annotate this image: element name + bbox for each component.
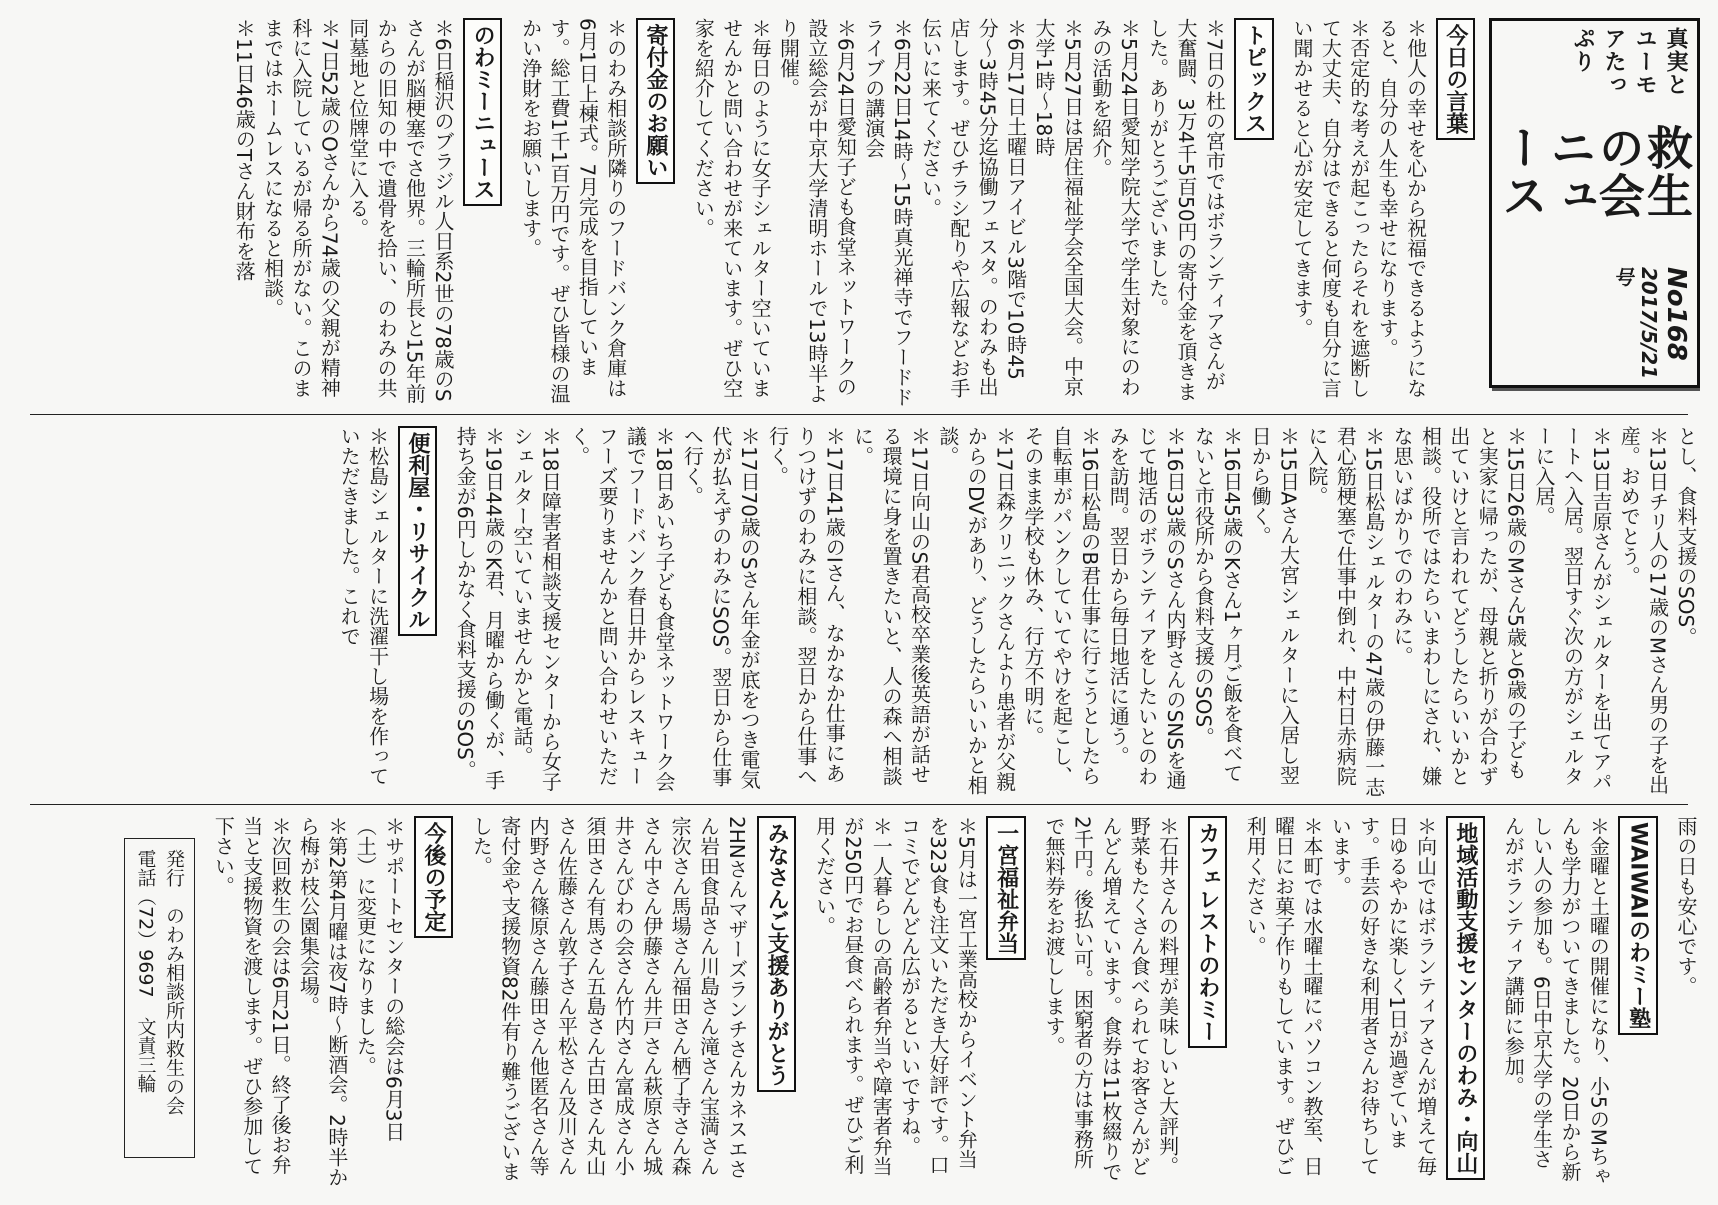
article-line: ＊松島シェルターに洗濯干し場を作っていただきました。これで — [337, 426, 390, 786]
band-middle — [18, 426, 1700, 798]
section-heading: 便利屋・リサイクル — [398, 426, 437, 636]
article-line: ＊16日45歳のKさん1ヶ月ご飯を食べてないと市役所から食料支援のSOS。 — [1191, 426, 1244, 783]
section-heading: カフェレストのわミー — [1188, 816, 1227, 1048]
article-line: ＊他人の幸せを心から祝福できるようになると、自分の人生も幸せになります。 — [1375, 18, 1428, 398]
section-heading: 地域活動支援センターのわみ・向山 — [1446, 816, 1485, 1180]
article-line: ＊5月27日は居住福祉学会全国大会。中京大学1時〜18時 — [1032, 18, 1085, 397]
article-line: ＊17日70歳のSさん年金が底をつき電気代が払えずのわみにSOS。翌日から仕事へ行く。 — [680, 426, 762, 790]
article-line: ＊7日52歳のOさんから74歳の父親が精神科に入院しているが帰る所がない。このままではホームレスになると相談。 — [260, 18, 342, 398]
masthead-tagline: 真実とユーモアたっぷり — [1570, 27, 1688, 96]
band-bottom — [18, 816, 1700, 1188]
section-heading: 今日の言葉 — [1436, 18, 1475, 140]
section-heading: 今後の予定 — [414, 816, 453, 938]
article-line: ＊石井さんの料理が美味しいと大評判。野菜もたくさん食べられてお客さんがどんどん増えています。食券は11枚綴りで2千円。後払い可。困窮者の方は事務所で無料券をお渡しします。 — [1042, 816, 1180, 1182]
article-line: ＊18日障害者相談支援センターから女子シェルター空いていませんかと電話。 — [509, 426, 563, 792]
article-section — [335, 426, 437, 798]
article-section — [451, 426, 1700, 798]
masthead — [1489, 18, 1700, 388]
article-line: ＊6月17日土曜日アイビル3階で10時45分〜3時45分迄協働フェスタ。のわみも出店します。ぜひチラシ配りや広報などお手伝いに来てください。 — [918, 18, 1028, 398]
masthead-date: 2017/5/21号 — [1610, 266, 1661, 379]
article-line: ＊毎日のように女子シェルター空いていませんかと問い合わせが来ています。ぜひ空家を紹介してください。 — [691, 18, 773, 398]
article-line: ＊16日33歳のSさん内野さんのSNSを通じて地活のボランティアをしたいとのわみを訪問。翌日から毎日地活に通う。 — [1106, 426, 1187, 790]
article-line: ＊18日あいち子ども食堂ネットワーク会議でフードバンク春日井からレスキューフーズ要りませんかと問い合わせいただく。 — [566, 426, 676, 792]
band-divider-2 — [30, 804, 1688, 805]
article-line: ＊第2第4月曜は夜7時〜断酒会。2時半から梅が枝公園集会場。 — [296, 816, 349, 1187]
article-line: 雨の日も安心です。 — [1674, 816, 1698, 996]
article-section — [1499, 816, 1658, 1188]
publisher-phone: 電話（72）9697 文責三輪 — [134, 849, 157, 1093]
article-line: ＊17日森クリニックさんより患者が父親からのDVがあり、どうしたらいいかと相談。 — [935, 426, 1017, 795]
article-section — [1288, 18, 1475, 410]
masthead-issue: No168 — [1661, 266, 1691, 361]
article-line: ＊5月は一宮工業高校からイベント弁当を323食も注文いただき大好評です。口コミでどんどん広がるといいですね。 — [897, 816, 979, 1175]
article-line: ＊11日46歳のTさん財布を落 — [232, 18, 257, 282]
article-section — [1241, 816, 1485, 1188]
article-line: ＊15日松島シェルターの47歳の伊藤一志君心筋梗塞で仕事中倒れ、中村日赤病院に入院。 — [1304, 426, 1386, 797]
section-heading: 一宮福祉弁当 — [986, 816, 1025, 960]
article-section — [516, 18, 675, 410]
section-heading: 寄付金のお願い — [636, 18, 675, 184]
article-line: とし、食料支援のSOS。 — [1674, 426, 1698, 648]
article-section — [1672, 816, 1700, 1188]
publisher-box — [124, 838, 195, 1158]
article-line: ＊13日チリ人の17歳のMさん男の子を出産。おめでとう。 — [1617, 426, 1670, 795]
article-line: ＊次回救生の会は6月21日。終了後お弁当と支援物資を渡します。ぜひ参加して下さい。 — [211, 816, 293, 1176]
article-line: ＊17日向山のS君高校卒業後英語が話せる環境に身を置きたいと、人の森へ相談に。 — [850, 426, 932, 786]
article-line: ＊13日吉原さんがシェルターを出てアパートへ入居。翌日すぐ次の方がシェルターに入居。 — [1532, 426, 1613, 792]
article-line: ＊17日41歳のIさん、なかなか仕事にありつけずのわみに相談。翌日から仕事へ行く。 — [765, 426, 847, 786]
article-line: ＊金曜と土曜の開催になり、小5のMちゃんも学力がついてきました。20日から新しい人の参加も。6日中京大学の学生さんがボランティア講師に参加。 — [1501, 816, 1611, 1186]
band-divider-1 — [30, 414, 1688, 415]
article-line: ＊向山ではボランティアさんが増えて毎日ゆるやかに楽しく1日が過ぎています。手芸の好きな利用者さんお待ちしています。 — [1328, 816, 1438, 1176]
article-section — [689, 18, 1274, 410]
article-line: ＊のわみ相談所隣りのフードバンク倉庫は6月1日上棟式。7月完成を目指しています。総工費1千1百万円です。ぜひ皆様の温かい浄財をお願いします。 — [518, 18, 628, 404]
section-heading: みなさんご支援ありがとう — [757, 816, 796, 1092]
publisher-publisher: 発行 のわみ相談所内救生の会 — [162, 849, 185, 1115]
masthead-title: 救生の会ニュース — [1495, 123, 1694, 220]
section-heading: トピックス — [1234, 18, 1273, 140]
article-line: ＊5月24日愛知学院大学で学生対象にのわみの活動を紹介。 — [1088, 18, 1142, 397]
article-line: ＊否定的な考えが起こったらそれを遮断して大丈夫、自分はできると何度も自分に言い聞かせると心が安定してきます。 — [1290, 18, 1371, 398]
section-heading: WAIWAIのわミー塾 — [1618, 816, 1657, 1035]
article-line: ＊16日松島のB君仕事に行こうとしたら自転車がパンクしていてやけを起こし、そのまま学校も休み、行方不明に。 — [1021, 426, 1102, 786]
band-top — [18, 18, 1700, 410]
article-section — [209, 816, 453, 1188]
article-section — [230, 18, 502, 410]
article-line: ＊6月22日14時〜15時真光禅寺でフードドライブの講演会 — [861, 18, 915, 408]
masthead-issue-line — [1498, 267, 1691, 379]
article-line: ＊15日Aさん大宮シェルターに入居し翌日から働く。 — [1248, 426, 1301, 786]
article-section — [810, 816, 1026, 1188]
article-line: ＊本町では水曜土曜にパソコン教室、日曜日にお菓子作りもしています。ぜひご利用ください。 — [1243, 816, 1325, 1176]
article-line: ＊6日稲沢のブラジル人日系2世の78歳のSさんが脳梗塞でさ他界。三輪所長と15年前からの旧知の中で遺骨を拾い、のわみの共同墓地と位牌堂に入る。 — [345, 18, 455, 404]
article-section — [467, 816, 796, 1188]
article-line: ＊7日の杜の宮市ではボランティアさんが大奮闘、3万4千5百50円の寄付金を頂きました。ありがとうございました。 — [1145, 18, 1227, 402]
article-line: ＊19日44歳のK君、月曜から働くが、手持ち金が6円しかなく食料支援のSOS。 — [453, 426, 506, 791]
article-line: ＊6月24日愛知子ども食堂ネットワークの設立総会が中京大学清明ホールで13時半より開催。 — [776, 18, 858, 404]
article-line: 2HNさんマザーズランチさんカネスエさん岩田食品さん川島さん滝さん宝満さん宗次さん馬場さん福田さん栖了寺さん森さん中さん伊藤さん井戸さん萩原さん城井さんびわの会さん竹内さん富成さん小須田さん有馬さん五島さん古田さん丸山さん佐藤さん敦子さん平松さん及川さん内野さん篠原さん藤田さん他匿名さん等寄付金や支援物資82件有り難うございました。 — [469, 816, 749, 1182]
article-line: ＊一人暮らしの高齢者弁当や障害者弁当が250円でお昼食べられます。ぜひご利用ください。 — [812, 816, 894, 1176]
article-line: ＊15日26歳のMさん5歳と6歳の子どもと実家に帰ったが、母親と折りが合わず出ていけと言われてどうしたらいいかと相談。役所ではたらいまわしにされ、嫌な思いばかりでのわみに。 — [1390, 426, 1528, 786]
article-line: ＊サポートセンターの総会は6月3日（土）に変更になりました。 — [353, 816, 406, 1142]
article-section — [1040, 816, 1227, 1188]
section-heading: のわミーニュース — [463, 18, 502, 206]
